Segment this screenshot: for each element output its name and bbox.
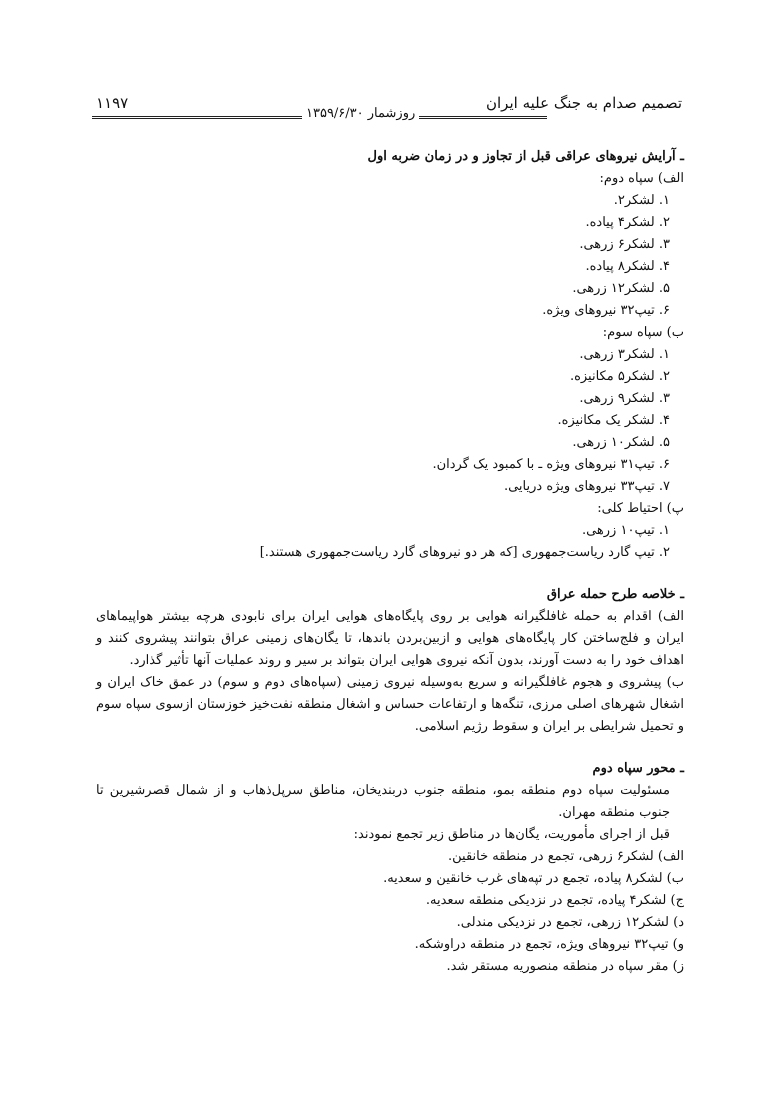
list-item: و) تیپ۳۲ نیروهای ویژه، تجمع در منطقه دراوشکه. — [414, 937, 684, 952]
corps3-label: ب) سپاه سوم: — [602, 325, 684, 340]
page-body — [96, 146, 684, 978]
section-title-second-corps: ـ محور سپاه دوم — [592, 761, 684, 776]
paragraph-a: الف) اقدام به حمله غافلگیرانه هوایی بر روی پایگاه‌های هوایی ایران برای نابودی هرچه بیشتر هواپیماهای ایران و فلج‌ساختن کار پایگاه‌های هوایی و ازبین‌بردن باندها، تا یگان‌های زمینی عراق بتوانند پیشروی کنند و اهداف خود را به دست آورند، بدون آنکه نیروی هوایی ایران بتواند بر سیر و روند عملیات آنها تأثیر گذارد. — [96, 609, 684, 668]
list-item: ۱. تیپ۱۰ زرهی. — [581, 523, 670, 538]
list-item: ۶. تیپ۳۱ نیروهای ویژه ـ با کمبود یک گردان. — [432, 457, 670, 472]
list-item: ۵. لشکر۱۲ زرهی. — [572, 281, 670, 296]
list-item: ب) لشکر۸ پیاده، تجمع در تپه‌های غرب خانقین و سعدیه. — [383, 871, 684, 886]
list-item: د) لشکر۱۲ زرهی، تجمع در نزدیکی مندلی. — [456, 915, 684, 930]
list-item: ۶. تیپ۳۲ نیروهای ویژه. — [542, 303, 670, 318]
list-item: ۳. لشکر۶ زرهی. — [579, 237, 670, 252]
list-item: ۱. لشکر۲. — [613, 193, 670, 208]
list-item: ج) لشکر۴ پیاده، تجمع در نزدیکی منطقه سعدیه. — [425, 893, 684, 908]
paragraph-b: ب) پیشروی و هجوم غافلگیرانه و سریع به‌وسیله نیروی زمینی (سپاه‌های دوم و سوم) در عمق خاک ایران و اشغال شهرهای اصلی مرزی، تنگه‌ها و ارتفاعات حساس و اشغال منطقه نفت‌خیز خوزستان ازسوی سپاه سوم و تحمیل شرایطی بر ایران و سقوط رژیم اسلامی. — [96, 675, 684, 734]
list-item: الف) لشکر۶ زرهی، تجمع در منطقه خانقین. — [448, 849, 684, 864]
section-title-attack-plan: ـ خلاصه طرح حمله عراق — [546, 587, 684, 602]
paragraph-assembly-intro: قبل از اجرای مأموریت، یگان‌ها در مناطق زیر تجمع نمودند: — [353, 827, 670, 842]
page-number: ۱۱۹۷ — [92, 94, 128, 112]
section-title-deployment: ـ آرایش نیروهای عراقی قبل از تجاوز و در زمان ضربه اول — [367, 149, 684, 164]
paragraph-responsibility: مسئولیت سپاه دوم منطقه بمو، منطقه جنوب دربندیخان، مناطق سرپل‌ذهاب و از شمال قصرشیرین تا جنوب منطقه مهران. — [96, 783, 670, 820]
list-item: ز) مقر سپاه در منطقه منصوریه مستقر شد. — [446, 959, 684, 974]
list-item: ۲. تیپ گارد ریاست‌جمهوری [که هر دو نیروهای گارد ریاست‌جمهوری هستند.] — [259, 545, 670, 560]
list-item: ۵. لشکر۱۰ زرهی. — [572, 435, 670, 450]
list-item: ۳. لشکر۹ زرهی. — [579, 391, 670, 406]
list-item: ۷. تیپ۳۳ نیروهای ویژه دریایی. — [503, 479, 670, 494]
reserve-label: پ) احتیاط کلی: — [597, 501, 684, 516]
running-header — [92, 94, 682, 122]
corps2-label: الف) سپاه دوم: — [599, 171, 684, 186]
list-item: ۴. لشکر۸ پیاده. — [585, 259, 670, 274]
list-item: ۱. لشکر۳ زرهی. — [579, 347, 670, 362]
diary-date: روزشمار ۱۳۵۹/۶/۳۰ — [302, 106, 419, 121]
list-item: ۴. لشکر یک مکانیزه. — [557, 413, 670, 428]
book-title: تصمیم صدام به جنگ علیه ایران — [486, 94, 682, 112]
list-item: ۲. لشکر۵ مکانیزه. — [569, 369, 670, 384]
list-item: ۲. لشکر۴ پیاده. — [585, 215, 670, 230]
